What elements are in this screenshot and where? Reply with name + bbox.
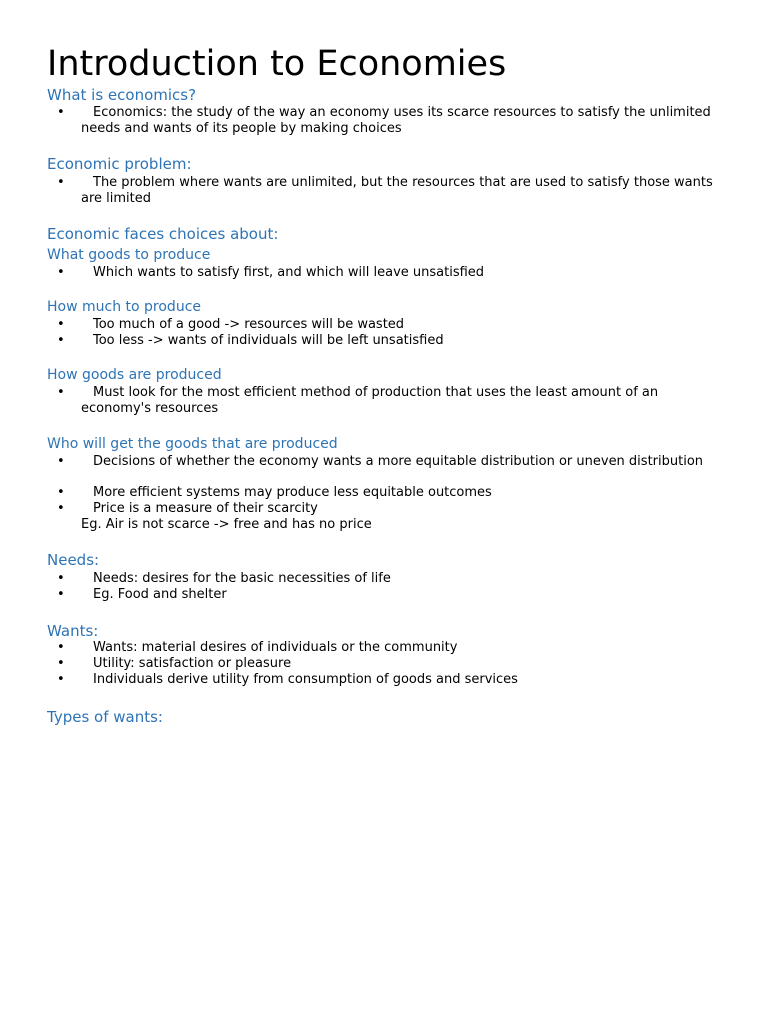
list-item-text: Utility: satisfaction or pleasure [93,656,292,671]
bullet-icon: • [57,571,65,586]
bullet-icon: • [57,317,65,332]
bullet-icon: • [57,265,65,280]
document-title: Introduction to Economies [47,44,507,84]
example-note: Eg. Air is not scarce -> free and has no price [81,517,372,532]
list-item-text: More efficient systems may produce less equitable outcomes [93,485,492,500]
subheading-how-much: How much to produce [47,299,201,315]
list-item [0,333,768,349]
heading-what-is-economics: What is economics? [47,86,197,104]
bullet-icon: • [57,105,65,120]
list-item-text: Eg. Food and shelter [93,587,227,602]
bullet-icon: • [57,501,65,516]
list-item [0,571,768,587]
bullet-icon: • [57,175,65,190]
list-item-text: Decisions of whether the economy wants a more equitable distribution or uneven distribution [93,454,704,469]
bullet-icon: • [57,672,65,687]
subheading-who-gets: Who will get the goods that are produced [47,436,338,452]
list-item [0,501,768,517]
heading-types-of-wants: Types of wants: [47,708,163,726]
list-item-text: Which wants to satisfy first, and which will leave unsatisfied [93,265,485,280]
heading-economic-choices: Economic faces choices about: [47,225,279,243]
bullet-icon: • [57,656,65,671]
list-item-text: Must look for the most efficient method of production that uses the least amount of an economy's resources [81,385,659,416]
list-item [0,485,768,501]
list-item [0,656,768,672]
list-item [0,672,768,688]
list-item [0,385,768,417]
bullet-icon: • [57,385,65,400]
list-item-text: Price is a measure of their scarcity [93,501,318,516]
list-item [0,317,768,333]
list-item [0,587,768,603]
bullet-icon: • [57,485,65,500]
list-item-text: The problem where wants are unlimited, but the resources that are used to satisfy those wants are limited [81,175,713,206]
list-item [0,454,768,470]
list-item-text: Economics: the study of the way an economy uses its scarce resources to satisfy the unlimited needs and wants of its people by making choices [81,105,711,136]
bullet-icon: • [57,333,65,348]
bullet-icon: • [57,587,65,602]
list-item-text: Individuals derive utility from consumption of goods and services [93,672,518,687]
list-item-text: Needs: desires for the basic necessities of life [93,571,391,586]
list-item [0,175,768,207]
subheading-what-goods: What goods to produce [47,247,211,263]
list-item [0,640,768,656]
list-item-text: Too less -> wants of individuals will be left unsatisfied [93,333,444,348]
heading-economic-problem: Economic problem: [47,155,192,173]
bullet-icon: • [57,454,65,469]
list-item-text: Wants: material desires of individuals or the community [93,640,458,655]
list-item [0,105,768,137]
subheading-how-goods: How goods are produced [47,367,222,383]
heading-needs: Needs: [47,551,100,569]
heading-wants: Wants: [47,622,99,640]
list-item [0,265,768,281]
bullet-icon: • [57,640,65,655]
list-item-text: Too much of a good -> resources will be wasted [93,317,405,332]
